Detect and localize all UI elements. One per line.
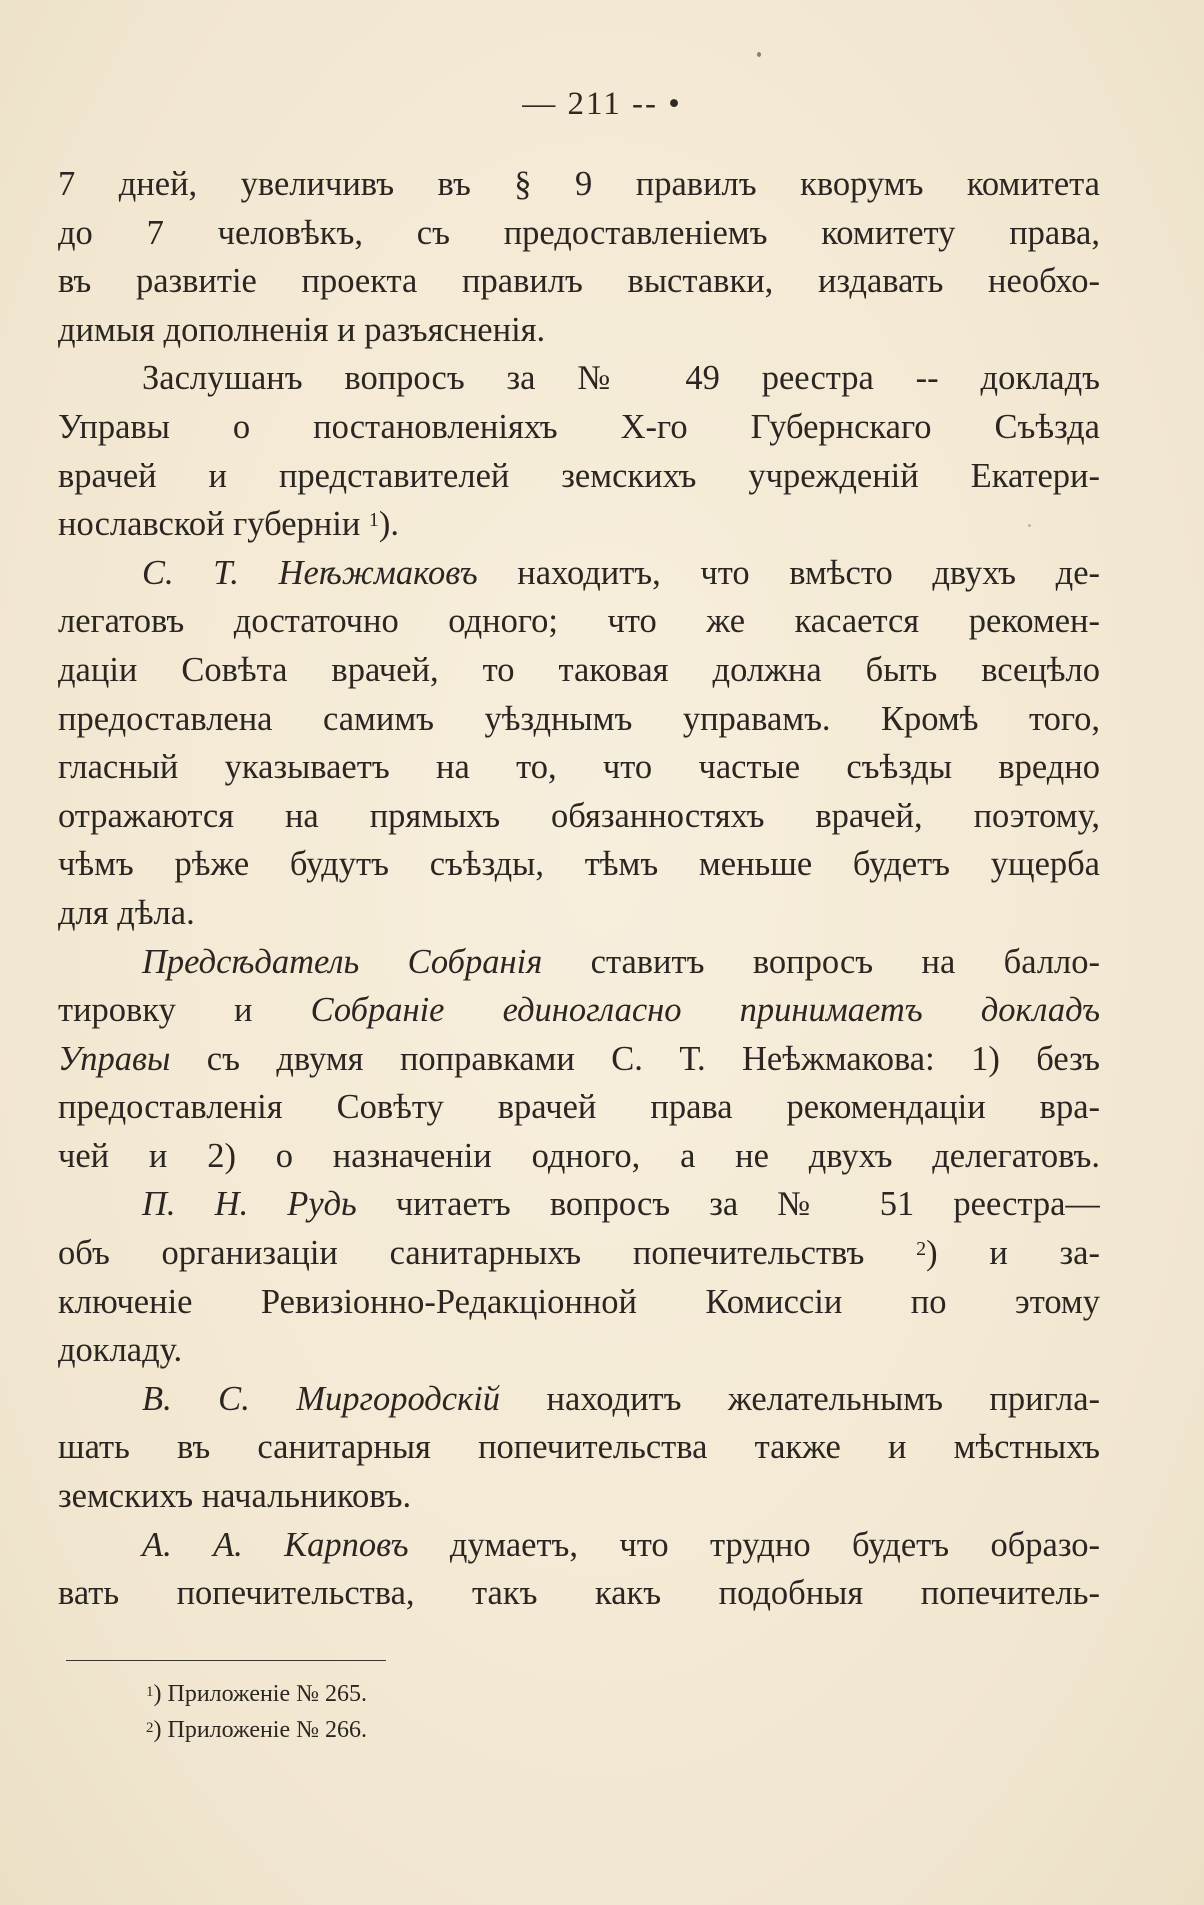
text-fragment: нославской губерніи <box>58 505 361 544</box>
text-fragment: ) и за- <box>926 1234 1100 1273</box>
footnote-number: 1 <box>146 1684 154 1700</box>
text-line: даціи Совѣта врачей, то таковая должна быть всецѣло <box>58 650 1100 689</box>
speaker-name: Предсѣдатель Собранія <box>142 942 543 981</box>
text-line <box>58 986 1100 1035</box>
text-line: врачей и представителей земскихъ учрежденій Екатери- <box>58 456 1100 495</box>
text-line: докладу. <box>58 1331 183 1370</box>
text-line: димыя дополненія и разъясненія. <box>58 310 546 349</box>
page-number: — 211 -- • <box>522 86 682 122</box>
text-line: земскихъ начальниковъ. <box>58 1477 412 1516</box>
footnote-2 <box>146 1712 367 1748</box>
text-line: Заслушанъ вопросъ за № 49 реестра -- докладъ <box>142 359 1100 398</box>
text-line: чей и 2) о назначеніи одного, а не двухъ делегатовъ. <box>58 1136 1100 1175</box>
footnote-number: 2 <box>146 1720 154 1736</box>
footnote-divider <box>66 1660 386 1661</box>
speaker-name: П. Н. Рудь <box>142 1185 357 1224</box>
speaker-name: С. Т. Неѣжмаковъ <box>142 553 478 592</box>
text-line: ключеніе Ревизіонно-Редакціонной Комиссіи по этому <box>58 1282 1100 1321</box>
text-line: предоставлена самимъ уѣзднымъ управамъ. Кромѣ того, <box>58 699 1100 738</box>
text-line: чѣмъ рѣже будутъ съѣзды, тѣмъ меньше будетъ ущерба <box>58 845 1100 884</box>
text-line: легатовъ достаточно одного; что же касается рекомен- <box>58 602 1100 641</box>
text-line <box>58 1521 1100 1570</box>
text-line <box>58 1229 1100 1278</box>
text-line: предоставленія Совѣту врачей права рекомендаціи вра- <box>58 1088 1100 1127</box>
emphasis-text: Управы <box>58 1039 171 1078</box>
main-text <box>58 160 1100 1618</box>
emphasis-text: Собраніе единогласно принимаетъ докладъ <box>310 991 1100 1030</box>
footnote-mark-2: 2 <box>916 1238 927 1261</box>
text-line: шать въ санитарныя попечительства также и мѣстныхъ <box>58 1428 1100 1467</box>
scan-speck <box>757 52 761 57</box>
text-fragment: думаетъ, что трудно будетъ образо- <box>449 1525 1100 1564</box>
text-line: 7 дней, увеличивъ въ § 9 правилъ кворумъ комитета <box>58 165 1100 203</box>
footnote-1 <box>146 1676 367 1712</box>
text-fragment: читаетъ вопросъ за № 51 реестра— <box>395 1185 1100 1224</box>
text-line <box>58 1035 1100 1084</box>
text-line: вать попечительства, такъ какъ подобныя попечитель- <box>58 1574 1100 1613</box>
footnote-text: ) Приложеніе № 266. <box>153 1717 368 1743</box>
text-line: до 7 человѣкъ, съ предоставленіемъ комитету права, <box>58 213 1100 252</box>
text-fragment: находитъ желательнымъ пригла- <box>546 1379 1100 1418</box>
speaker-name: В. С. Миргородскій <box>142 1379 501 1418</box>
text-line: въ развитіе проекта правилъ выставки, издавать необхо- <box>58 262 1100 301</box>
text-fragment: находитъ, что вмѣсто двухъ де- <box>517 553 1100 592</box>
text-fragment: съ двумя поправками С. Т. Неѣжмакова: 1) безъ <box>206 1039 1100 1078</box>
speaker-name: А. А. Карповъ <box>142 1525 409 1564</box>
text-line: гласный указываетъ на то, что частые съѣзды вредно <box>58 748 1100 787</box>
footnote-text: ) Приложеніе № 265. <box>153 1681 368 1707</box>
footnote-mark-1: 1 <box>368 509 379 532</box>
text-fragment: ). <box>378 505 400 544</box>
scan-speck <box>1028 524 1031 527</box>
text-line <box>58 938 1100 987</box>
text-line: Управы о постановленіяхъ X-го Губернскаго Съѣзда <box>58 407 1100 446</box>
text-fragment: объ организаціи санитарныхъ попечительствъ <box>58 1234 865 1273</box>
text-line: отражаются на прямыхъ обязанностяхъ врачей, поэтому, <box>58 796 1100 835</box>
text-fragment: ставитъ вопросъ на балло- <box>590 942 1100 981</box>
text-line <box>58 1180 1100 1229</box>
text-line <box>58 1375 1100 1424</box>
footnotes <box>146 1676 367 1748</box>
text-line: для дѣла. <box>58 893 195 932</box>
text-line <box>58 549 1100 598</box>
text-fragment: тировку и <box>58 991 253 1030</box>
text-line <box>58 500 1100 549</box>
